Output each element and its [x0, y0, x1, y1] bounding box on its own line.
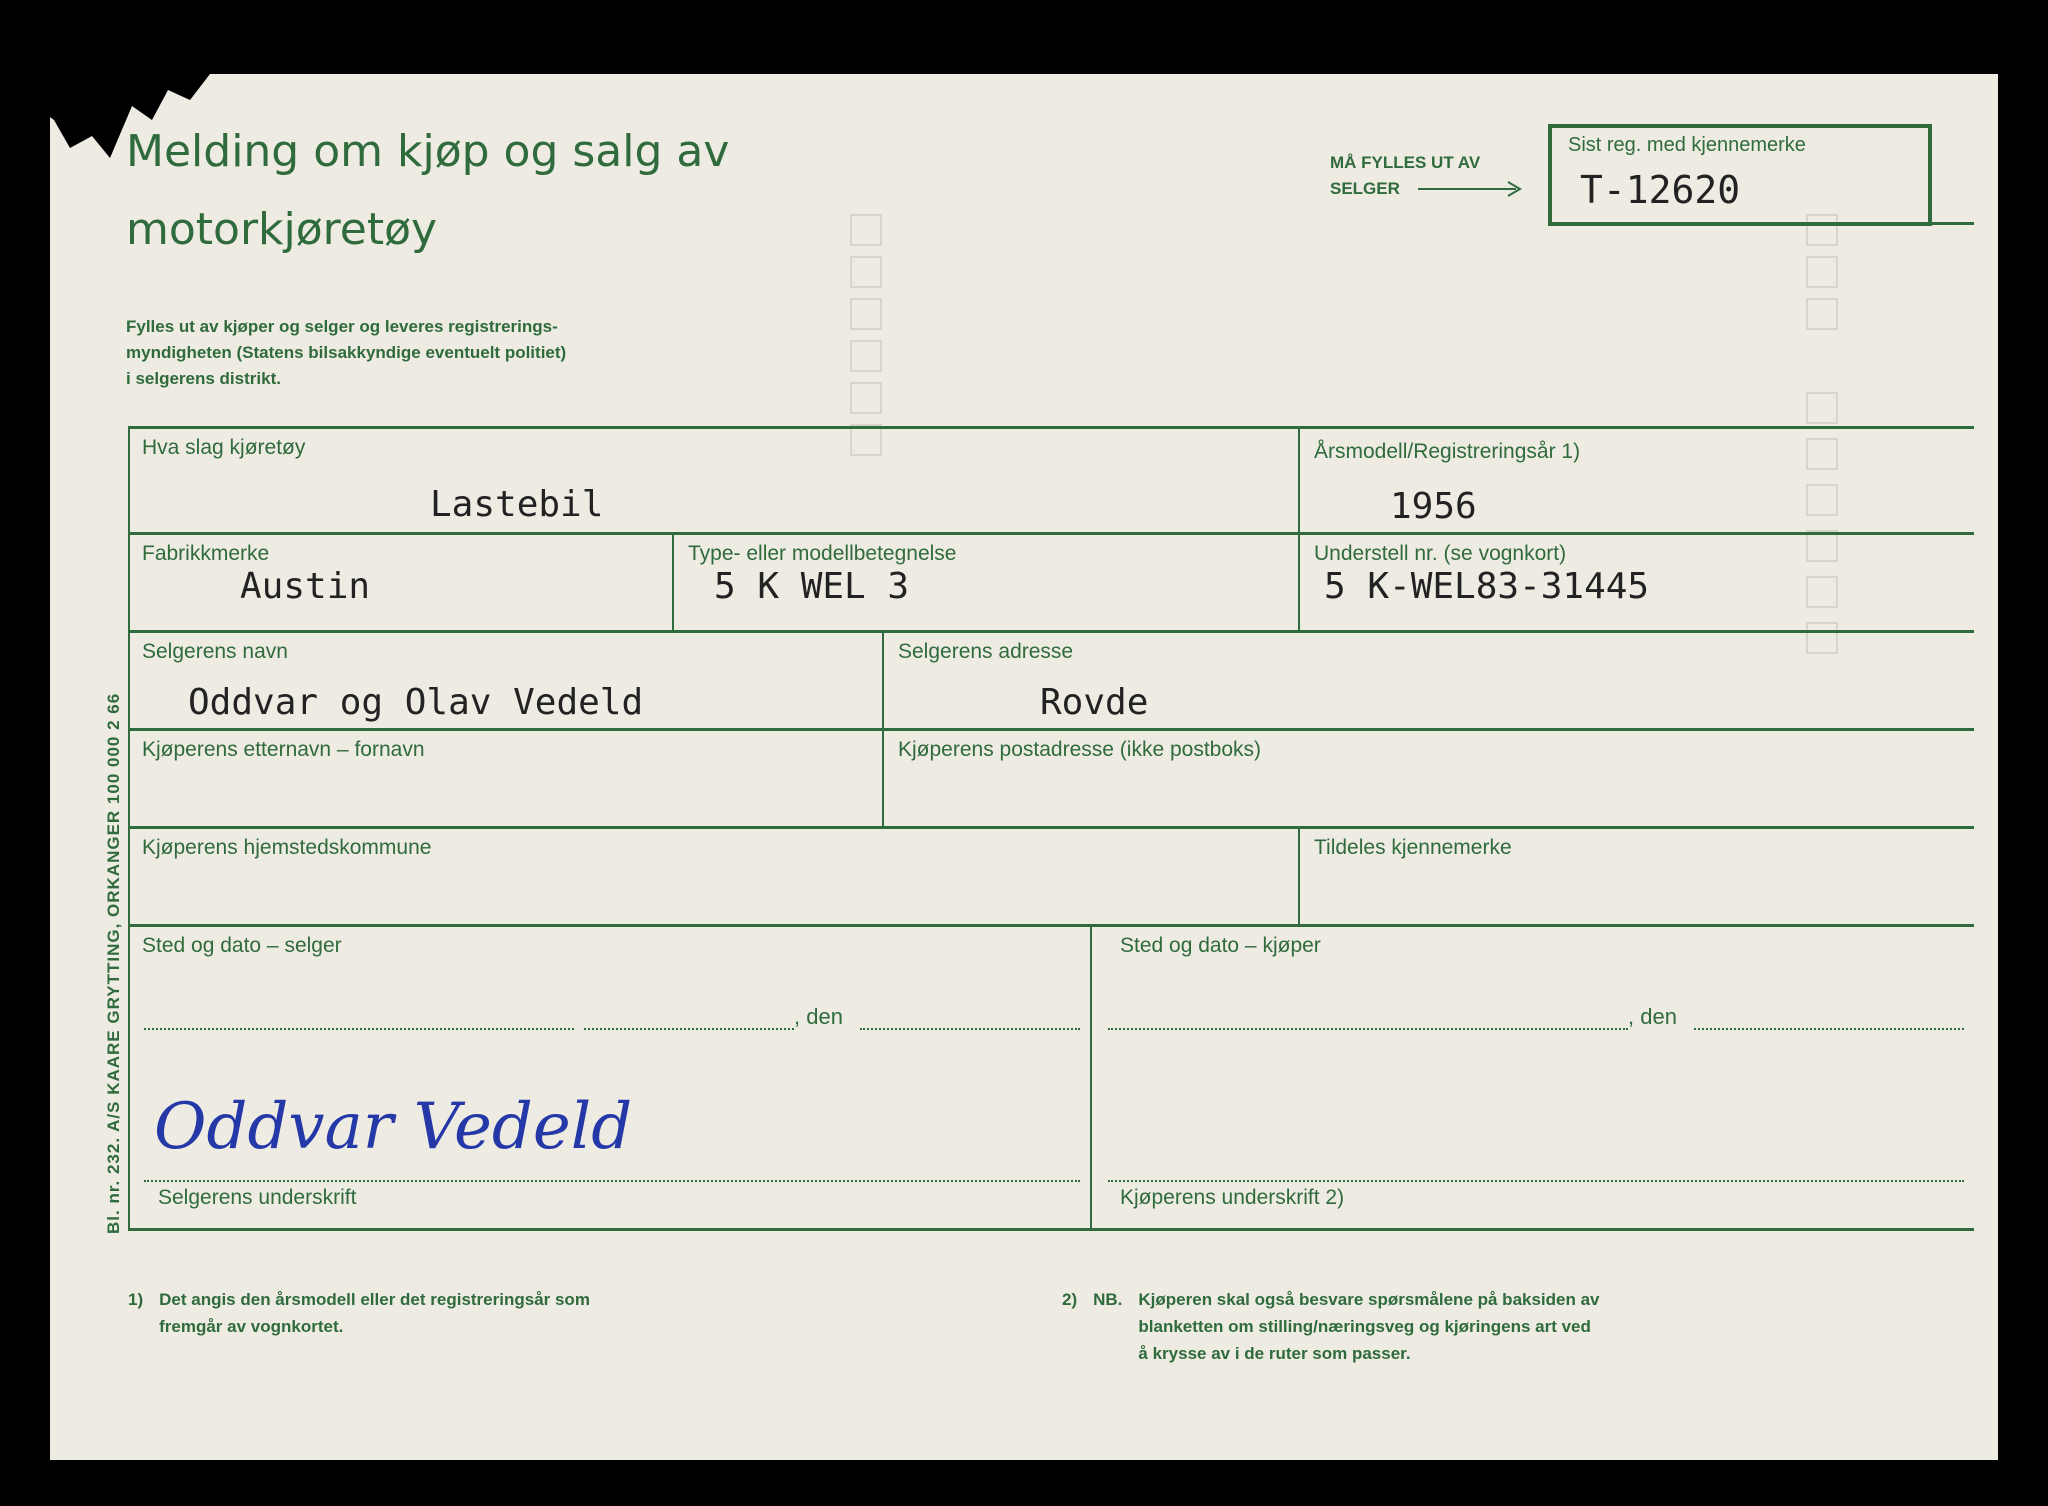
- vehicle-type-label: Hva slag kjøretøy: [142, 436, 306, 459]
- grid-divider: [1298, 826, 1300, 924]
- torn-corner: [40, 40, 260, 160]
- seller-signature-label: Selgerens underskrift: [158, 1186, 357, 1209]
- instructions: [126, 314, 566, 392]
- seller-date-line[interactable]: [860, 1028, 1080, 1030]
- buyer-signature-line[interactable]: [1108, 1180, 1964, 1182]
- vehicle-type-value[interactable]: Lastebil: [430, 484, 604, 525]
- footnote-2-line: blanketten om stilling/næringsveg og kjøringens art ved: [1138, 1317, 1591, 1336]
- grid-divider: [1298, 426, 1300, 630]
- assigned-plate-label: Tildeles kjennemerke: [1314, 836, 1512, 859]
- form-sheet: [50, 74, 1998, 1460]
- grid-divider: [1090, 924, 1092, 1228]
- seller-name-label: Selgerens navn: [142, 640, 288, 663]
- grid-line: [128, 924, 1974, 927]
- seller-place-line[interactable]: [144, 1028, 574, 1030]
- grid-line: [128, 426, 1974, 429]
- must-fill-line1: MÅ FYLLES UT AV: [1330, 153, 1481, 172]
- instruction-line: i selgerens distrikt.: [126, 369, 281, 388]
- model-label: Type- eller modellbetegnelse: [688, 542, 957, 565]
- footnote-1: [128, 1286, 590, 1340]
- footnote-2-line: å krysse av i de ruter som passer.: [1138, 1344, 1411, 1363]
- registration-label: Sist reg. med kjennemerke: [1568, 134, 1806, 156]
- registration-box-extension: [1548, 222, 1974, 225]
- seller-signature-line[interactable]: [144, 1180, 1080, 1182]
- buyer-municipality-label: Kjøperens hjemstedskommune: [142, 836, 432, 859]
- make-label: Fabrikkmerke: [142, 542, 270, 565]
- buyer-address-label: Kjøperens postadresse (ikke postboks): [898, 738, 1261, 761]
- grid-line: [128, 1228, 1974, 1231]
- seller-name-value[interactable]: Oddvar og Olav Vedeld: [188, 682, 644, 723]
- grid-line: [128, 728, 1974, 731]
- footnote-1-marker: 1): [128, 1290, 144, 1309]
- buyer-signature-label: Kjøperens underskrift 2): [1120, 1186, 1345, 1209]
- buyer-date-line[interactable]: [1694, 1028, 1964, 1030]
- grid-line: [128, 630, 1974, 633]
- footnote-2-nb: NB.: [1093, 1290, 1123, 1309]
- form-title-line1: Melding om kjøp og salg av: [126, 126, 730, 177]
- model-year-label: Årsmodell/Registreringsår 1): [1314, 440, 1581, 463]
- must-fill-line2: SELGER: [1330, 179, 1400, 198]
- printer-imprint: Bl. nr. 232. A/S KAARE GRYTTING, ORKANGER 100 000 2 66: [104, 692, 123, 1234]
- seller-signature: Oddvar Vedeld: [154, 1090, 633, 1164]
- arrow-right-icon: [1416, 180, 1526, 198]
- grid-border-left: [128, 426, 130, 1228]
- buyer-name-label: Kjøperens etternavn – fornavn: [142, 738, 425, 761]
- chassis-label: Understell nr. (se vognkort): [1314, 542, 1567, 565]
- registration-value[interactable]: T-12620: [1580, 168, 1741, 212]
- grid-line: [128, 532, 1974, 535]
- grid-line: [128, 826, 1974, 829]
- must-fill-note: [1330, 150, 1526, 202]
- make-value[interactable]: Austin: [240, 566, 371, 607]
- seller-date-den: , den: [794, 1004, 843, 1029]
- seller-place-date-label: Sted og dato – selger: [142, 934, 342, 957]
- footnote-2-marker: 2): [1062, 1290, 1078, 1309]
- buyer-date-den: , den: [1628, 1004, 1677, 1029]
- grid-divider: [882, 630, 884, 826]
- seller-address-label: Selgerens adresse: [898, 640, 1074, 663]
- footnote-2: [1062, 1286, 1600, 1367]
- instruction-line: myndigheten (Statens bilsakkyndige eventuelt politiet): [126, 343, 567, 362]
- form-title-line2: motorkjøretøy: [126, 204, 438, 255]
- grid-divider: [672, 532, 674, 630]
- seller-address-value[interactable]: Rovde: [1040, 682, 1149, 723]
- model-year-value[interactable]: 1956: [1390, 486, 1477, 527]
- buyer-place-line[interactable]: [1108, 1028, 1628, 1030]
- footnote-2-line: Kjøperen skal også besvare spørsmålene på baksiden av: [1138, 1290, 1600, 1309]
- chassis-value[interactable]: 5 K-WEL83-31445: [1324, 566, 1650, 607]
- instruction-line: Fylles ut av kjøper og selger og leveres registrerings-: [126, 317, 558, 336]
- model-value[interactable]: 5 K WEL 3: [714, 566, 910, 607]
- registration-box: [1548, 124, 1932, 226]
- seller-place-line-2[interactable]: [584, 1028, 794, 1030]
- buyer-place-date-label: Sted og dato – kjøper: [1120, 934, 1321, 957]
- footnote-1-line: fremgår av vognkortet.: [159, 1317, 344, 1336]
- footnote-1-line: Det angis den årsmodell eller det registreringsår som: [159, 1290, 590, 1309]
